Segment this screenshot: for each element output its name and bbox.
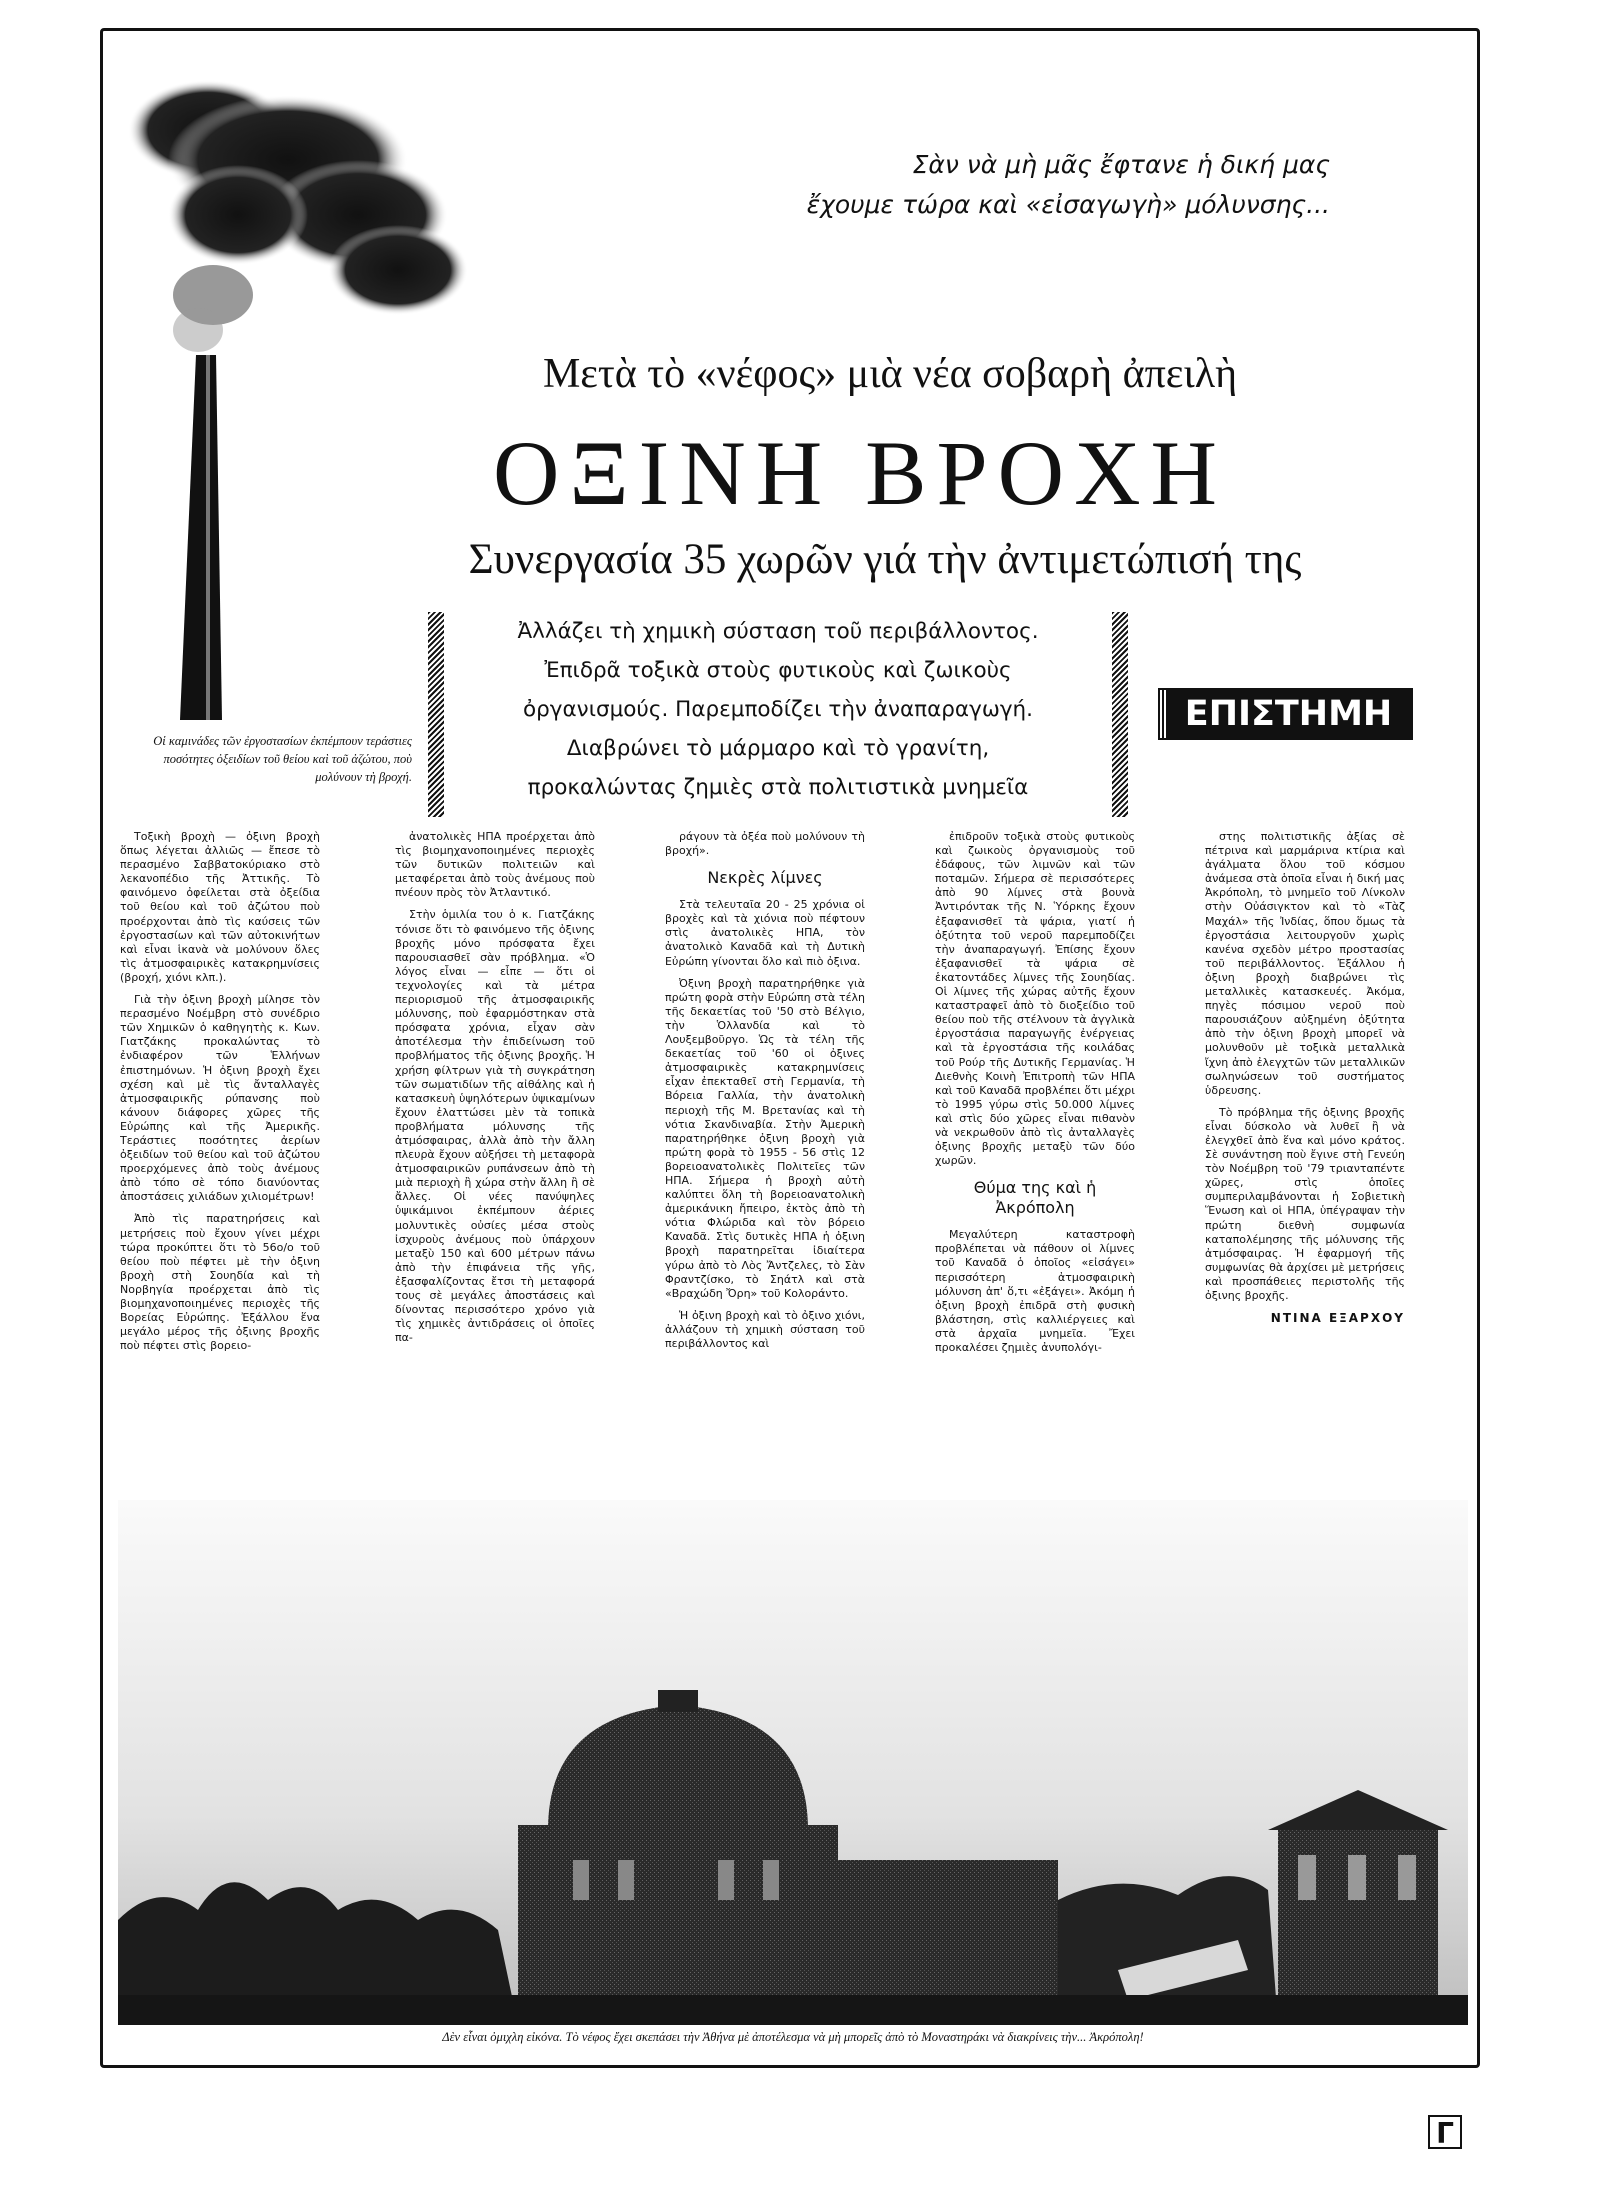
photo-bottom-caption: Δὲν εἶναι ὀμιχλη εἰκόνα. Τὸ νέφος ἔχει σκεπάσει τὴν Ἀθήνα μὲ ἀποτέλεσμα νὰ μὴ μπορεῖς ἀπὸ τὸ Μοναστηράκι νὰ διακρίνεις τὴν... Ἀκρόπολη!	[442, 2030, 1144, 2044]
lead-line: Ἀλλάζει τὴ χημικὴ σύσταση τοῦ περιβάλλοντος.	[517, 619, 1039, 644]
subtitle: Συνεργασία 35 χωρῶν γιά τὴν ἀντιμετώπισή της	[468, 536, 1302, 583]
lead-box	[428, 612, 1128, 817]
paragraph: στης πολιτιστικῆς ἀξίας σὲ πέτρινα καὶ μαρμάρινα κτίρια καὶ ἀγάλματα ὅλου τοῦ κόσμου ἀνάμεσα στὰ ὁποῖα εἶναι ἡ δική μας Ἀκρόπολη, τὸ μνημεῖο τοῦ Λίνκολν στὴν Οὐάσιγκτον καὶ τὸ «Τὰζ Μαχάλ» τῆς Ἰνδίας, ὅπου ὅμως τὰ ἐργοστάσια λειτουργοῦν χωρὶς κανένα σχεδὸν μέτρο προστασίας τοῦ περιβάλλοντος. Ἐξάλλου ἡ ὀξινη βροχὴ διαβρώνει τὶς μεταλλικὲς κατασκευές. Ἀκόμα, πηγὲς πόσιμου νεροῦ ποὺ παρουσιάζουν αὐξημένη ὀξύτητα ἀπὸ τὴν ὀξινη βροχὴ μπορεῖ νὰ μολυνθοῦν μὲ τοξικὰ μεταλλικὰ ἴχνη ἀπὸ ἐλεγχτῶν τῶν μεταλλικῶν σωληνώσεων τοῦ συστήματος ὑδρευσης.	[1205, 830, 1405, 1097]
paragraph: ἀνατολικὲς ΗΠΑ προέρχεται ἀπὸ τὶς βιομηχανοποιημένες περιοχὲς τῶν δυτικῶν πολιτειῶν καὶ μεταφέρεται ἀπὸ τοὺς ἀνέμους ποὺ πνέουν πρὸς τὸν Ἀτλαντικό.	[395, 830, 595, 900]
subheading: Θύμα της καὶ ἡ Ἀκρόπολη	[973, 1178, 1097, 1218]
paragraph: Μεγαλύτερη καταστροφὴ προβλέπεται νὰ πάθουν οἱ λίμνες τοῦ Καναδᾶ ὁ ὁποῖος «εἰσάγει» περισσότερη ἀτμοσφαιρικὴ μόλυνση ἀπ' ὅ,τι «ἐξάγει». Ἀκόμη ἡ ὀξινη βροχὴ ἐπιδρᾶ στὴ φυσικὴ βλάστηση, στὶς καλλιέργειες καὶ στὰ ἀρχαῖα μνημεῖα. Ἔχει προκαλέσει ζημιὲς ἀνυπολόγι-	[935, 1228, 1135, 1354]
kicker	[700, 145, 1330, 225]
byline: ΝΤΙΝΑ ΕΞΑΡΧΟΥ	[1270, 1311, 1405, 1326]
article-column-1	[120, 830, 320, 1490]
article-column-2	[395, 830, 595, 1490]
paragraph: Στὰ τελευταῖα 20 - 25 χρόνια οἱ βροχὲς καὶ τὰ χιόνια ποὺ πέφτουν στὶς ἀνατολικὲς ΗΠΑ, τὸν ἀνατολικὸ Καναδᾶ καὶ τὴ Δυτικὴ Εὐρώπη γίνονται ὅλο καὶ πιὸ ὀξινα.	[665, 898, 865, 968]
publication-logo: Γ	[1428, 2115, 1462, 2149]
lead-line: Διαβρώνει τὸ μάρμαρο καὶ τὸ γρανίτη,	[566, 736, 990, 761]
article-column-5	[1205, 830, 1405, 1490]
paragraph: Ὀξινη βροχὴ παρατηρήθηκε γιὰ πρώτη φορὰ στὴν Εὐρώπη στὰ τέλη τῆς δεκαετίας τοῦ '50 στὸ Βέλγιο, τὴν Ὁλλανδία καὶ τὸ Λουξεμβοῦργο. Ὡς τὰ τέλη τῆς δεκαετίας τοῦ '60 οἱ ὀξινες ἀτμοσφαιρικὲς κατακρημνίσεις εἶχαν ἐπεκταθεῖ στὴ Γερμανία, τὴ Βόρεια Γαλλία, τὴν ἀνατολικὴ περιοχὴ τῆς Μ. Βρετανίας καὶ τὴ νότια Σκανδιναβία. Στὴν Ἀμερικὴ παρατηρήθηκε ὀξινη βροχὴ γιὰ πρώτη φορὰ τὸ 1955 - 56 στὶς 12 βορειοανατολικὲς Πολιτεῖες τῶν ΗΠΑ. Σήμερα ἡ βροχὴ αὐτὴ καλύπτει ὅλη τὴ βορειοανατολικὴ ἀμερικάνικη ἤπειρο, ἐκτὸς ἀπὸ τὴ νότια Φλώριδα καὶ τὸν βόρειο Καναδᾶ. Στὶς δυτικὲς ΗΠΑ ἡ ὀξινη βροχὴ παρατηρεῖται ἰδιαίτερα γύρω ἀπὸ τὸ Λὸς Ἄντζελες, τὸ Σὰν Φραντζίσκο, τὸ Σηάτλ καὶ στὰ «Βραχώδη Ὄρη» τοῦ Κολοράντο.	[665, 976, 865, 1300]
paragraph: Ἀπὸ τὶς παρατηρήσεις καὶ μετρήσεις ποὺ ἔχουν γίνει μέχρι τώρα προκύπτει ὅτι τὸ 56ο/ο τοῦ θείου ποὺ πέφτει μὲ τὴν ὀξινη βροχὴ στὴ Σουηδία καὶ τὴ Νορβηγία προέρχεται ἀπὸ τὶς βιομηχανοποιημένες περιοχὲς τῆς Βορείας Εὐρώπης. Ἐξάλλου ἕνα μεγάλο μέρος τῆς ὀξινης βροχῆς ποὺ πέφτει στὶς βορειο-	[120, 1212, 320, 1353]
paragraph: Τοξικὴ βροχὴ — ὀξινη βροχὴ ὅπως λέγεται ἀλλιῶς — ἔπεσε τὸ περασμένο Σαββατοκύριακο στὸ λεκανοπέδιο τῆς Ἀττικῆς. Τὸ φαινόμενο ὀφείλεται στὰ ὀξείδια τοῦ θείου καὶ τοῦ ἀζώτου ποὺ προέρχονται ἀπὸ τὶς καύσεις τῶν ἐργοστασίων καὶ τῶν αὐτοκινήτων καὶ εἶναι ἱκανὰ νὰ μολύνουν ὅλες τὶς ἀτμοσφαιρικὲς κατακρημνίσεις (βροχή, χιόνι κλπ.).	[120, 830, 320, 984]
acropolis-smog-photo	[118, 1500, 1468, 2025]
lead-line: προκαλώντας ζημιὲς στὰ πολιτιστικὰ μνημεῖα	[527, 775, 1029, 800]
article-column-4	[935, 830, 1135, 1490]
photo-top-caption: Οἱ καμινάδες τῶν ἐργοστασίων ἐκπέμπουν τεράστιες ποσότητες ὀξειδίων τοῦ θείου καὶ τοῦ ἀζώτου, ποὺ μολύνουν τὴ βροχή.	[153, 734, 412, 784]
kicker-line-2: ἔχουμε τώρα καὶ «εἰσαγωγὴ» μόλυνσης...	[806, 190, 1330, 219]
lead-right-bar	[1112, 612, 1128, 817]
paragraph: Γιὰ τὴν ὀξινη βροχὴ μίλησε τὸν περασμένο Νοέμβρη στὸ συνέδριο τῶν Χημικῶν ὁ καθηγητὴς κ. Κων. Γιατζάκης προκαλώντας τὸ ἐνδιαφέρον τῶν Ἑλλήνων ἐπιστημόνων. Ἡ ὀξινη βροχὴ ἔχει σχέση καὶ μὲ τὶς ἄνταλλαγὲς ἀτμοσφαιρικῆς ρύπανσης ποὺ κάνουν διάφορες χῶρες τῆς Εὐρώπης καὶ τῆς Ἀμερικῆς. Τεράστιες ποσότητες ἀερίων ὀξειδίων τοῦ θείου καὶ τοῦ ἀζώτου προερχόμενες ἀπὸ τοὺς ἀνέμους ἀπὸ τόπο σὲ τόπο διανύοντας ἀποστάσεις χιλιάδων χιλιομέτρων!	[120, 993, 320, 1204]
paragraph: Ἡ ὀξινη βροχὴ καὶ τὸ ὀξινο χιόνι, ἀλλάζουν τὴ χημικὴ σύσταση τοῦ περιβάλλοντος καὶ	[665, 1308, 865, 1350]
lead-text	[450, 612, 1106, 807]
supertitle: Μετὰ τὸ «νέφος» μιὰ νέα σοβαρὴ ἀπειλὴ	[542, 351, 1238, 397]
lead-line: Ἐπιδρᾶ τοξικὰ στοὺς φυτικοὺς καὶ ζωικοὺς	[544, 658, 1012, 683]
section-badge: ΕΠΙΣΤΗΜΗ	[1160, 690, 1411, 738]
lead-left-bar	[428, 612, 444, 817]
chimney-smoke-photo	[118, 55, 468, 720]
subheading: Νεκρὲς λίμνες	[707, 868, 823, 888]
paragraph: ράγουν τὰ ὀξέα ποὺ μολύνουν τὴ βροχή».	[665, 830, 865, 858]
lead-line: ὀργανισμούς. Παρεμποδίζει τὴν ἀναπαραγωγή.	[522, 697, 1034, 722]
paragraph: ἐπιδροῦν τοξικὰ στοὺς φυτικοὺς καὶ ζωικοὺς ὀργανισμοὺς τοῦ ἐδάφους, τῶν λιμνῶν καὶ τῶν ποταμῶν. Σήμερα σὲ περισσότερες ἀπὸ 90 λίμνες στὰ βουνὰ Ἀντιρόντακ τῆς Ν. Ὑόρκης ἔχουν ἐξαφανισθεῖ τὰ ψάρια, γιατί ἡ ὀξύτητα τοῦ νεροῦ παρεμποδίζει τὴν ἀναπαραγωγή. Ἐπίσης ἔχουν ἐξαφανισθεῖ τὰ ψάρια σὲ ἑκατοντάδες λίμνες τῆς Σουηδίας. Οἱ λίμνες τῆς χώρας αὐτῆς ἔχουν καταστραφεῖ ἀπὸ τὸ διοξείδιο τοῦ θείου ποὺ τῆς στέλνουν τὰ ἀγγλικὰ ἐργοστάσια παραγωγῆς ἐνέργειας καὶ τὰ ἐργοστάσια τῆς κοιλάδας τοῦ Ρούρ τῆς Δυτικῆς Γερμανίας. Ἡ Διεθνὴς Κοινὴ Ἐπιτροπὴ τῶν ΗΠΑ καὶ τοῦ Καναδᾶ προβλέπει ὅτι μέχρι τὸ 1995 γύρω στὶς 50.000 λίμνες καὶ στὶς δύο χῶρες εἶναι πιθανὸν νὰ νεκρωθοῦν ἀπὸ τὶς ἀνταλλαγὲς ὀξινης βροχῆς μεταξὺ τῶν δύο χωρῶν.	[935, 830, 1135, 1168]
article-body	[120, 830, 1460, 1490]
headline: ΟΞΙΝΗ ΒΡΟΧΗ	[493, 422, 1227, 524]
kicker-line-1: Σὰν νὰ μὴ μᾶς ἔφτανε ἡ δική μας	[912, 150, 1330, 179]
paragraph: Τὸ πρόβλημα τῆς ὀξινης βροχῆς εἶναι δύσκολο νὰ λυθεῖ ἢ νὰ ἐλεγχθεῖ ἀπὸ ἕνα καὶ μόνο κράτος. Σὲ συνάντηση ποὺ ἔγινε στὴ Γενεύη τὸν Νοέμβρη τοῦ '79 τριανταπέντε χῶρες, στὶς ὁποῖες συμπεριλαμβάνονται ἡ Σοβιετικὴ Ἕνωση καὶ οἱ ΗΠΑ, ὑπέγραψαν τὴν πρώτη διεθνὴ συμφωνία καταπολέμησης τῆς μόλυνσης τῆς ἀτμόσφαιρας. Ἡ ἐφαρμογή τῆς συμφωνίας θὰ ἀρχίσει μὲ μετρήσεις καὶ προσπάθειες περιστολῆς τῆς ὀξινης βροχῆς.	[1205, 1105, 1405, 1302]
article-column-3	[665, 830, 865, 1490]
paragraph: Στὴν ὁμιλία του ὁ κ. Γιατζάκης τόνισε ὅτι τὸ φαινόμενο τῆς ὀξινης βροχῆς μόνο πρόσφατα ἔχει παρουσιασθεῖ σὰν πρόβλημα. «Ὁ λόγος εἶναι — εἶπε — ὅτι οἱ τεχνολογίες καὶ τὰ μέτρα περιορισμοῦ τῆς ἀτμοσφαιρικῆς μόλυνσης, ποὺ ἐφαρμόστηκαν στὰ πρόσφατα χρόνια, εἶχαν σὰν ἀποτέλεσμα τὴν ἐπιδείνωση τοῦ προβλήματος τῆς ὀξινης βροχῆς. Ἡ χρήση φίλτρων γιὰ τὴ συγκράτηση τῶν σωματιδίων τῆς αἰθάλης καὶ ἡ κατασκευὴ ὑψηλότερων ὑψικαμίνων ἔχουν ἐλαττώσει μὲν τὰ τοπικὰ προβλήματα μόλυνσης τῆς ἀτμόσφαιρας, ἀλλὰ ἀπὸ τὴν ἄλλη πλευρὰ ἔχουν αὐξήσει τὴ μεταφορὰ ἀτμοσφαιρικῶν ρυπάνσεων ἀπὸ τὴ μιὰ περιοχὴ ἢ χώρα στὴν ἄλλη ἢ σὲ ἄλλες. Οἱ νέες πανύψηλες ὑψικάμινοι ἐκπέμπουν ἀέριες μολυντικὲς οὐσίες μέσα στοὺς ἰσχυροὺς ἀνέμους ποὺ ὑπάρχουν μεταξὺ 150 καὶ 600 μέτρων πάνω ἀπὸ τὴν ἐπιφάνεια τῆς γῆς, ἐξασφαλίζοντας ἔτσι τὴ μεταφορά τους σὲ μεγάλες ἀποστάσεις καὶ δίνοντας περισσότερο χρόνο γιὰ τὶς χημικὲς ἀντιδράσεις οἱ ὁποῖες πα-	[395, 908, 595, 1345]
